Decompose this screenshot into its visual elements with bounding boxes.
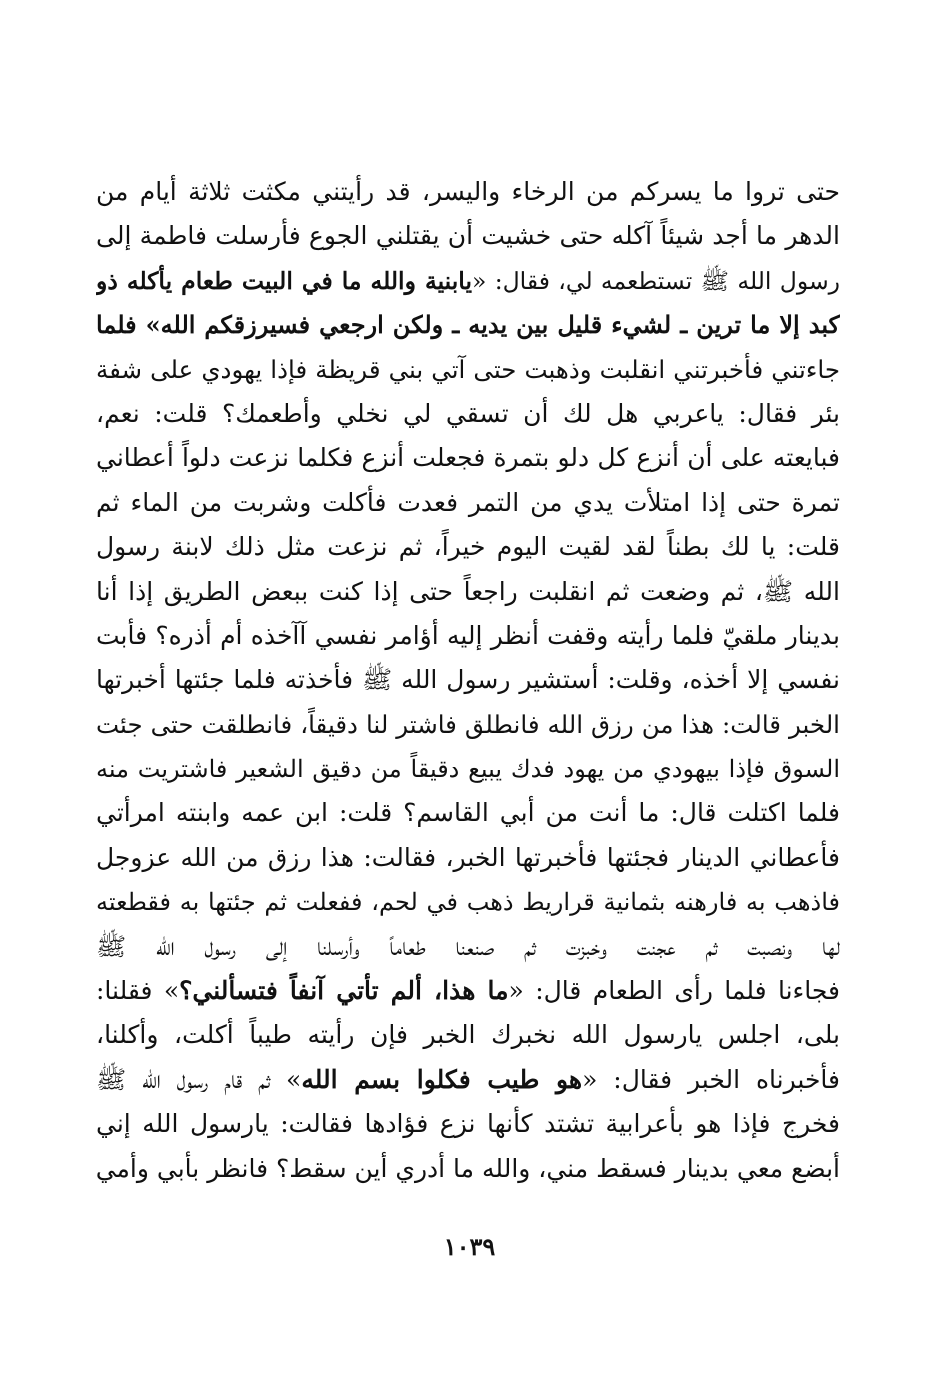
text-line — [96, 392, 840, 436]
text-line — [96, 880, 840, 924]
text-segment: لها ونصبت ثم عجنت وخبزت ثم صنعنا طعاماً وأرسلنا إلى رسول الله ﷺ — [96, 931, 840, 961]
text-segment: بلى، اجلس يارسول الله نخبرك الخبر فإن رأيته طيباً أكلت، وأكلنا، — [96, 1020, 840, 1050]
text-line — [96, 1058, 840, 1102]
text-segment: فجاءنا فلما رأى الطعام قال: « — [508, 976, 840, 1006]
text-line — [96, 525, 840, 569]
text-line — [96, 969, 840, 1013]
text-segment: جاءتني فأخبرتني انقلبت وذهبت حتى آتي بني قريظة فإذا يهودي على شفة — [96, 354, 840, 384]
text-line — [96, 436, 840, 480]
text-line — [96, 259, 840, 303]
text-segment: فلما اكتلت قال: ما أنت من أبي القاسم؟ قلت: ابن عمه وابنته امرأتي — [96, 798, 840, 828]
text-segment: فاذهب به فارهنه بثمانية قراريط ذهب في لحم، ففعلت ثم جئتها به فقطعته — [96, 888, 840, 917]
text-segment: فخرج فإذا هو بأعرابية تشتد كأنها نزع فؤادها فقالت: يارسول الله إني — [96, 1109, 840, 1139]
text-line — [96, 614, 840, 658]
text-line — [96, 481, 840, 525]
text-line — [96, 214, 840, 258]
text-line — [96, 836, 840, 880]
text-segment: السوق فإذا بيهودي من يهود فدك يبيع دقيقاً من دقيق الشعير فاشتريت منه — [96, 755, 840, 784]
text-segment: بدينار ملقيّ فلما رأيته وقفت أنظر إليه أؤامر نفسي آآخذه أم أذره؟ فأبت — [96, 620, 840, 650]
text-line — [96, 925, 840, 969]
text-segment: الدهر ما أجد شيئاً آكله حتى خشيت أن يقتلني الجوع فأرسلت فاطمة إلى — [96, 221, 840, 251]
text-line — [96, 170, 840, 214]
bold-text-segment: » فلما — [96, 310, 161, 340]
text-segment: حتى تروا ما يسركم من الرخاء واليسر، قد رأيتني مكثت ثلاثة أيام من — [96, 177, 840, 206]
text-segment: رسول الله ﷺ تستطعمه لي، فقال: « — [472, 266, 840, 295]
text-segment: فبايعته على أن أنزع كل دلو بتمرة فجعلت أنزع فكلما نزعت دلواً أعطاني — [96, 443, 840, 473]
text-segment: فأخبرناه الخبر فقال: « — [582, 1064, 840, 1094]
text-segment: تمرة حتى إذا امتلأت يدي من التمر فعدت فأكلت وشربت من الماء ثم — [96, 487, 840, 517]
text-line — [96, 570, 840, 614]
text-line — [96, 658, 840, 702]
text-segment: » ثم قام رسول الله ﷺ — [96, 1064, 302, 1094]
bold-text-segment: هو طيب فكلوا بسم الله — [301, 1064, 583, 1094]
bold-text-segment: كبد إلا ما ترين ـ لشيء قليل بين يديه ـ ولكن ارجعي فسيرزقكم الله — [160, 310, 840, 340]
text-segment: الله ﷺ، ثم وضعت ثم انقلبت راجعاً حتى إذا كنت ببعض الطريق إذا أنا — [96, 576, 840, 606]
text-segment: » فقلنا: — [96, 976, 180, 1006]
text-segment: قلت: يا لك بطناً لقد لقيت اليوم خيراً، ثم نزعت مثل ذلك لابنة رسول — [96, 532, 840, 562]
text-line — [96, 303, 840, 347]
text-line — [96, 703, 840, 747]
bold-text-segment: يابنية والله ما في البيت طعام يأكله ذو — [96, 266, 472, 295]
text-line — [96, 1102, 840, 1146]
bold-text-segment: ما هذا، ألم تأتي آنفاً فتسألني؟ — [179, 976, 509, 1006]
text-line — [96, 1013, 840, 1057]
text-line — [96, 1147, 840, 1191]
text-segment: أبضع معي بدينار فسقط مني، والله ما أدري أين سقط؟ فانظر بأبي وأمي — [96, 1153, 840, 1183]
text-segment: الخبر قالت: هذا من رزق الله فانطلق فاشتر لنا دقيقاً، فانطلقت حتى جئت — [96, 709, 840, 739]
text-segment: فأعطاني الدينار فجئتها فأخبرتها الخبر، فقالت: هذا رزق من الله عزوجل — [96, 842, 840, 872]
page-number: ١٠٣٩ — [443, 1232, 496, 1261]
text-line — [96, 747, 840, 791]
text-line — [96, 348, 840, 392]
body-text — [96, 170, 840, 1191]
text-segment: نفسي إلا أخذه، وقلت: أستشير رسول الله ﷺ فأخذته فلما جئتها أخبرتها — [96, 665, 840, 695]
text-line — [96, 791, 840, 835]
text-segment: بئر فقال: ياعربي هل لك أن تسقي لي نخلي وأطعمك؟ قلت: نعم، — [96, 398, 840, 428]
